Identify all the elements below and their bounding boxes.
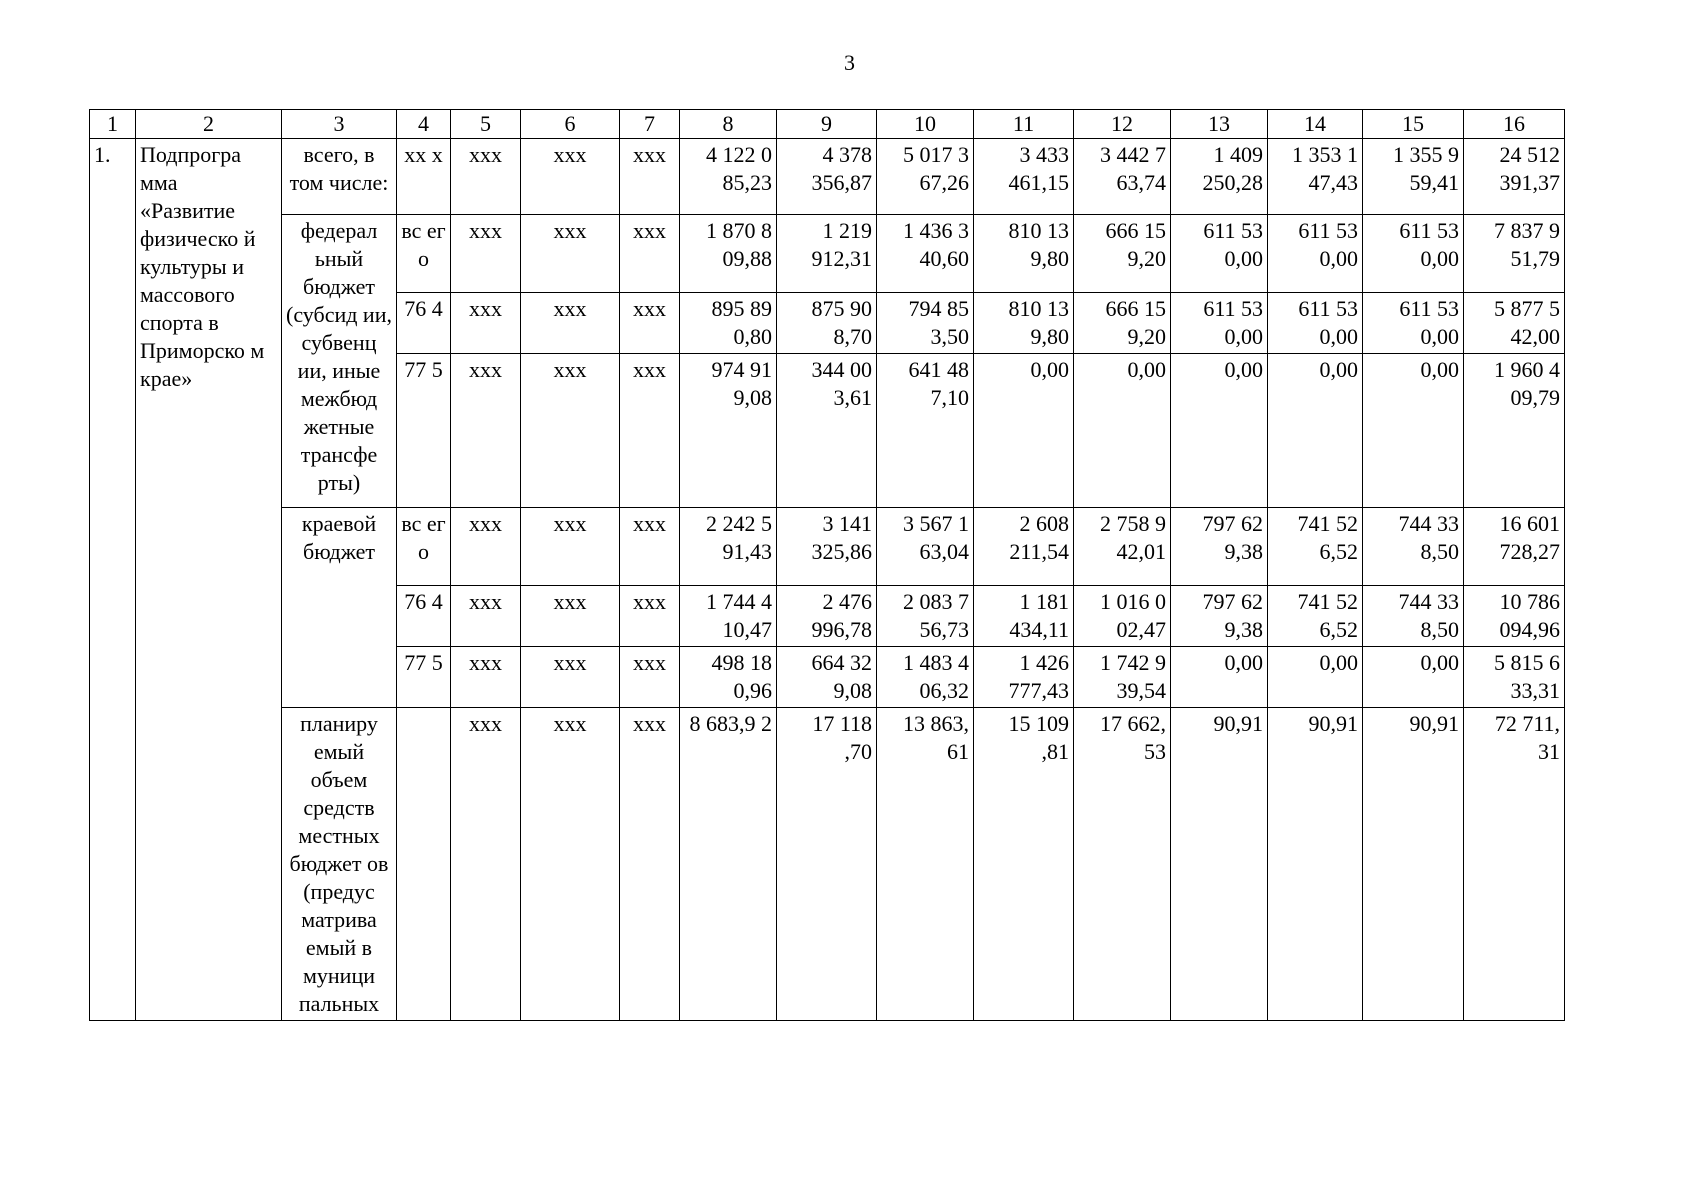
value-cell: 611 53 0,00: [1363, 293, 1464, 354]
value-cell: 0,00: [1363, 354, 1464, 508]
value-cell: 741 52 6,52: [1268, 586, 1363, 647]
table-row: [90, 139, 1565, 215]
value-cell: 7 837 9 51,79: [1464, 215, 1565, 293]
value-cell: 895 89 0,80: [680, 293, 777, 354]
value-cell: 1 870 8 09,88: [680, 215, 777, 293]
row-number-cell: 1.: [90, 139, 136, 1021]
value-cell: 1 742 9 39,54: [1074, 647, 1171, 708]
table-row: [90, 708, 1565, 1021]
value-cell: 810 13 9,80: [974, 293, 1074, 354]
header-cell-15: 15: [1363, 110, 1464, 139]
funding-source-cell: федерал ьный бюджет (субсид ии, субвенц ии, иные межбюд жетные трансфе рты): [282, 215, 397, 508]
placeholder-cell: xxx: [620, 508, 680, 586]
value-cell: 1 409 250,28: [1171, 139, 1268, 215]
value-cell: 744 33 8,50: [1363, 508, 1464, 586]
placeholder-cell: xxx: [620, 354, 680, 508]
value-cell: 90,91: [1363, 708, 1464, 1021]
placeholder-cell: xxx: [620, 293, 680, 354]
placeholder-cell: xxx: [620, 647, 680, 708]
header-cell-1: 1: [90, 110, 136, 139]
value-cell: 17 662, 53: [1074, 708, 1171, 1021]
value-cell: 1 744 4 10,47: [680, 586, 777, 647]
value-cell: 2 476 996,78: [777, 586, 877, 647]
value-cell: 498 18 0,96: [680, 647, 777, 708]
header-cell-13: 13: [1171, 110, 1268, 139]
value-cell: 611 53 0,00: [1363, 215, 1464, 293]
funding-source-cell: всего, в том числе:: [282, 139, 397, 215]
header-cell-16: 16: [1464, 110, 1565, 139]
value-cell: 875 90 8,70: [777, 293, 877, 354]
header-cell-3: 3: [282, 110, 397, 139]
header-row: [90, 110, 1565, 139]
value-cell: 90,91: [1171, 708, 1268, 1021]
placeholder-cell: xxx: [521, 293, 620, 354]
value-cell: 641 48 7,10: [877, 354, 974, 508]
value-cell: 744 33 8,50: [1363, 586, 1464, 647]
header-cell-4: 4: [397, 110, 451, 139]
value-cell: 810 13 9,80: [974, 215, 1074, 293]
code-cell: вс ег о: [397, 215, 451, 293]
value-cell: 24 512 391,37: [1464, 139, 1565, 215]
value-cell: 8 683,9 2: [680, 708, 777, 1021]
placeholder-cell: xxx: [451, 647, 521, 708]
value-cell: 72 711, 31: [1464, 708, 1565, 1021]
placeholder-cell: xxx: [451, 354, 521, 508]
table-row: [90, 215, 1565, 293]
placeholder-cell: xxx: [521, 586, 620, 647]
value-cell: 0,00: [974, 354, 1074, 508]
funding-source-cell: краевой бюджет: [282, 508, 397, 708]
value-cell: 1 181 434,11: [974, 586, 1074, 647]
value-cell: 1 436 3 40,60: [877, 215, 974, 293]
value-cell: 0,00: [1074, 354, 1171, 508]
placeholder-cell: xxx: [620, 215, 680, 293]
placeholder-cell: xxx: [620, 586, 680, 647]
value-cell: 797 62 9,38: [1171, 586, 1268, 647]
value-cell: 0,00: [1268, 647, 1363, 708]
value-cell: 5 017 3 67,26: [877, 139, 974, 215]
value-cell: 2 242 5 91,43: [680, 508, 777, 586]
placeholder-cell: xxx: [521, 508, 620, 586]
page-number: 3: [844, 50, 855, 75]
header-cell-14: 14: [1268, 110, 1363, 139]
value-cell: 1 355 9 59,41: [1363, 139, 1464, 215]
table-row: [90, 508, 1565, 586]
code-cell: 76 4: [397, 293, 451, 354]
placeholder-cell: xxx: [451, 586, 521, 647]
placeholder-cell: xxx: [521, 647, 620, 708]
value-cell: 2 608 211,54: [974, 508, 1074, 586]
value-cell: 0,00: [1363, 647, 1464, 708]
value-cell: 13 863, 61: [877, 708, 974, 1021]
value-cell: 0,00: [1171, 354, 1268, 508]
value-cell: 4 378 356,87: [777, 139, 877, 215]
placeholder-cell: xxx: [451, 139, 521, 215]
value-cell: 1 483 4 06,32: [877, 647, 974, 708]
value-cell: 3 567 1 63,04: [877, 508, 974, 586]
value-cell: 797 62 9,38: [1171, 508, 1268, 586]
funding-source-cell: планиру емый объем средств местных бюджет ов (предус матрива емый в муници пальных: [282, 708, 397, 1021]
code-cell: 76 4: [397, 586, 451, 647]
header-cell-11: 11: [974, 110, 1074, 139]
value-cell: 664 32 9,08: [777, 647, 877, 708]
placeholder-cell: xxx: [451, 215, 521, 293]
code-cell: 77 5: [397, 647, 451, 708]
value-cell: 794 85 3,50: [877, 293, 974, 354]
value-cell: 15 109 ,81: [974, 708, 1074, 1021]
header-cell-9: 9: [777, 110, 877, 139]
placeholder-cell: xxx: [451, 708, 521, 1021]
value-cell: 1 426 777,43: [974, 647, 1074, 708]
value-cell: 5 877 5 42,00: [1464, 293, 1565, 354]
code-cell: 77 5: [397, 354, 451, 508]
value-cell: 741 52 6,52: [1268, 508, 1363, 586]
header-cell-12: 12: [1074, 110, 1171, 139]
value-cell: 3 433 461,15: [974, 139, 1074, 215]
value-cell: 0,00: [1171, 647, 1268, 708]
placeholder-cell: xxx: [620, 139, 680, 215]
placeholder-cell: xxx: [521, 354, 620, 508]
code-cell: xx x: [397, 139, 451, 215]
value-cell: 10 786 094,96: [1464, 586, 1565, 647]
value-cell: 611 53 0,00: [1268, 293, 1363, 354]
value-cell: 3 141 325,86: [777, 508, 877, 586]
placeholder-cell: xxx: [451, 293, 521, 354]
placeholder-cell: xxx: [521, 139, 620, 215]
value-cell: 611 53 0,00: [1268, 215, 1363, 293]
value-cell: 2 758 9 42,01: [1074, 508, 1171, 586]
value-cell: 1 219 912,31: [777, 215, 877, 293]
value-cell: 974 91 9,08: [680, 354, 777, 508]
code-cell: [397, 708, 451, 1021]
value-cell: 90,91: [1268, 708, 1363, 1021]
value-cell: 666 15 9,20: [1074, 215, 1171, 293]
code-cell: вс ег о: [397, 508, 451, 586]
value-cell: 3 442 7 63,74: [1074, 139, 1171, 215]
value-cell: 16 601 728,27: [1464, 508, 1565, 586]
value-cell: 5 815 6 33,31: [1464, 647, 1565, 708]
header-cell-5: 5: [451, 110, 521, 139]
value-cell: 344 00 3,61: [777, 354, 877, 508]
value-cell: 666 15 9,20: [1074, 293, 1171, 354]
value-cell: 4 122 0 85,23: [680, 139, 777, 215]
value-cell: 611 53 0,00: [1171, 293, 1268, 354]
value-cell: 17 118 ,70: [777, 708, 877, 1021]
header-cell-6: 6: [521, 110, 620, 139]
placeholder-cell: xxx: [620, 708, 680, 1021]
header-cell-8: 8: [680, 110, 777, 139]
header-cell-2: 2: [136, 110, 282, 139]
placeholder-cell: xxx: [521, 215, 620, 293]
budget-table: [89, 109, 1565, 1021]
value-cell: 611 53 0,00: [1171, 215, 1268, 293]
value-cell: 1 960 4 09,79: [1464, 354, 1565, 508]
value-cell: 1 353 1 47,43: [1268, 139, 1363, 215]
value-cell: 2 083 7 56,73: [877, 586, 974, 647]
placeholder-cell: xxx: [451, 508, 521, 586]
value-cell: 1 016 0 02,47: [1074, 586, 1171, 647]
header-cell-10: 10: [877, 110, 974, 139]
value-cell: 0,00: [1268, 354, 1363, 508]
header-cell-7: 7: [620, 110, 680, 139]
placeholder-cell: xxx: [521, 708, 620, 1021]
program-name-cell: Подпрогра мма «Развитие физическо й культуры и массового спорта в Приморско м крае»: [136, 139, 282, 1021]
